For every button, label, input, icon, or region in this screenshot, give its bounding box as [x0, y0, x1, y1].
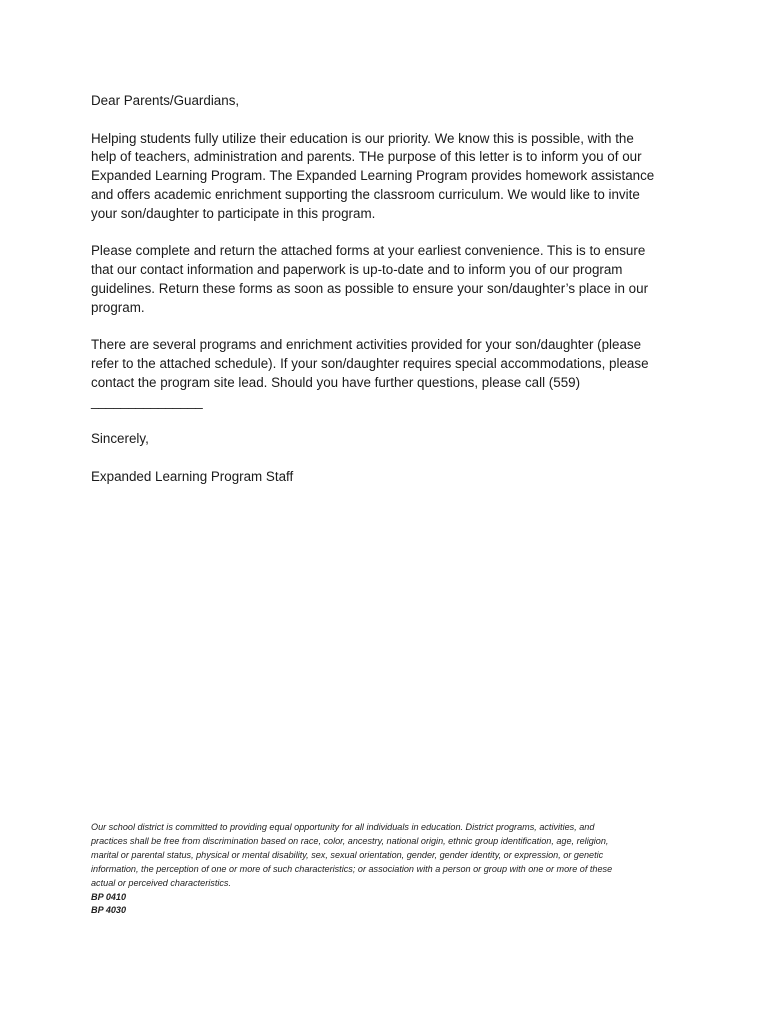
letter-body — [91, 92, 691, 506]
footer-statement: Our school district is committed to providing equal opportunity for all individuals in education. District programs, activities, and practices shall be free from discrimination based on race, color, ancestry, national origin, ethnic group identification, age, religion, marital or parental status, physical or mental disability, sex, sexual orientation, gender, gender identity, or expression, or genetic information, the perception of one or more of such characteristics; or association with a person or group with one or more of these actual or perceived characteristics. — [91, 822, 613, 888]
salutation: Dear Parents/Guardians, — [91, 93, 240, 108]
signature: Expanded Learning Program Staff — [91, 468, 294, 484]
policy-reference-4030: BP 4030 — [91, 905, 127, 916]
paragraph-forms: Please complete and return the attached forms at your earliest convenience. This is to ensure that our contact information and paperwork is up-to-date and to inform you of our program guidelines. Return these forms as soon as possible to ensure your son/daughter’s place in our program. — [91, 243, 649, 315]
closing: Sincerely, — [91, 431, 149, 447]
non-discrimination-footer — [91, 821, 681, 918]
paragraph-programs: There are several programs and enrichment activities provided for your son/daughter (please refer to the attached schedule). If your son/daughter requires special accommodations, please contact the program site lead. Should you have further questions, please call (559) _______________ — [91, 337, 649, 409]
paragraph-intro: Helping students fully utilize their education is our priority. We know this is possible, with the help of teachers, administration and parents. THe purpose of this letter is to inform you of our Expanded Learning Program. The Expanded Learning Program provides homework assistance and offers academic enrichment supporting the classroom curriculum. We would like to invite your son/daughter to participate in this program. — [91, 130, 655, 221]
policy-reference-0410: BP 0410 — [91, 891, 127, 902]
